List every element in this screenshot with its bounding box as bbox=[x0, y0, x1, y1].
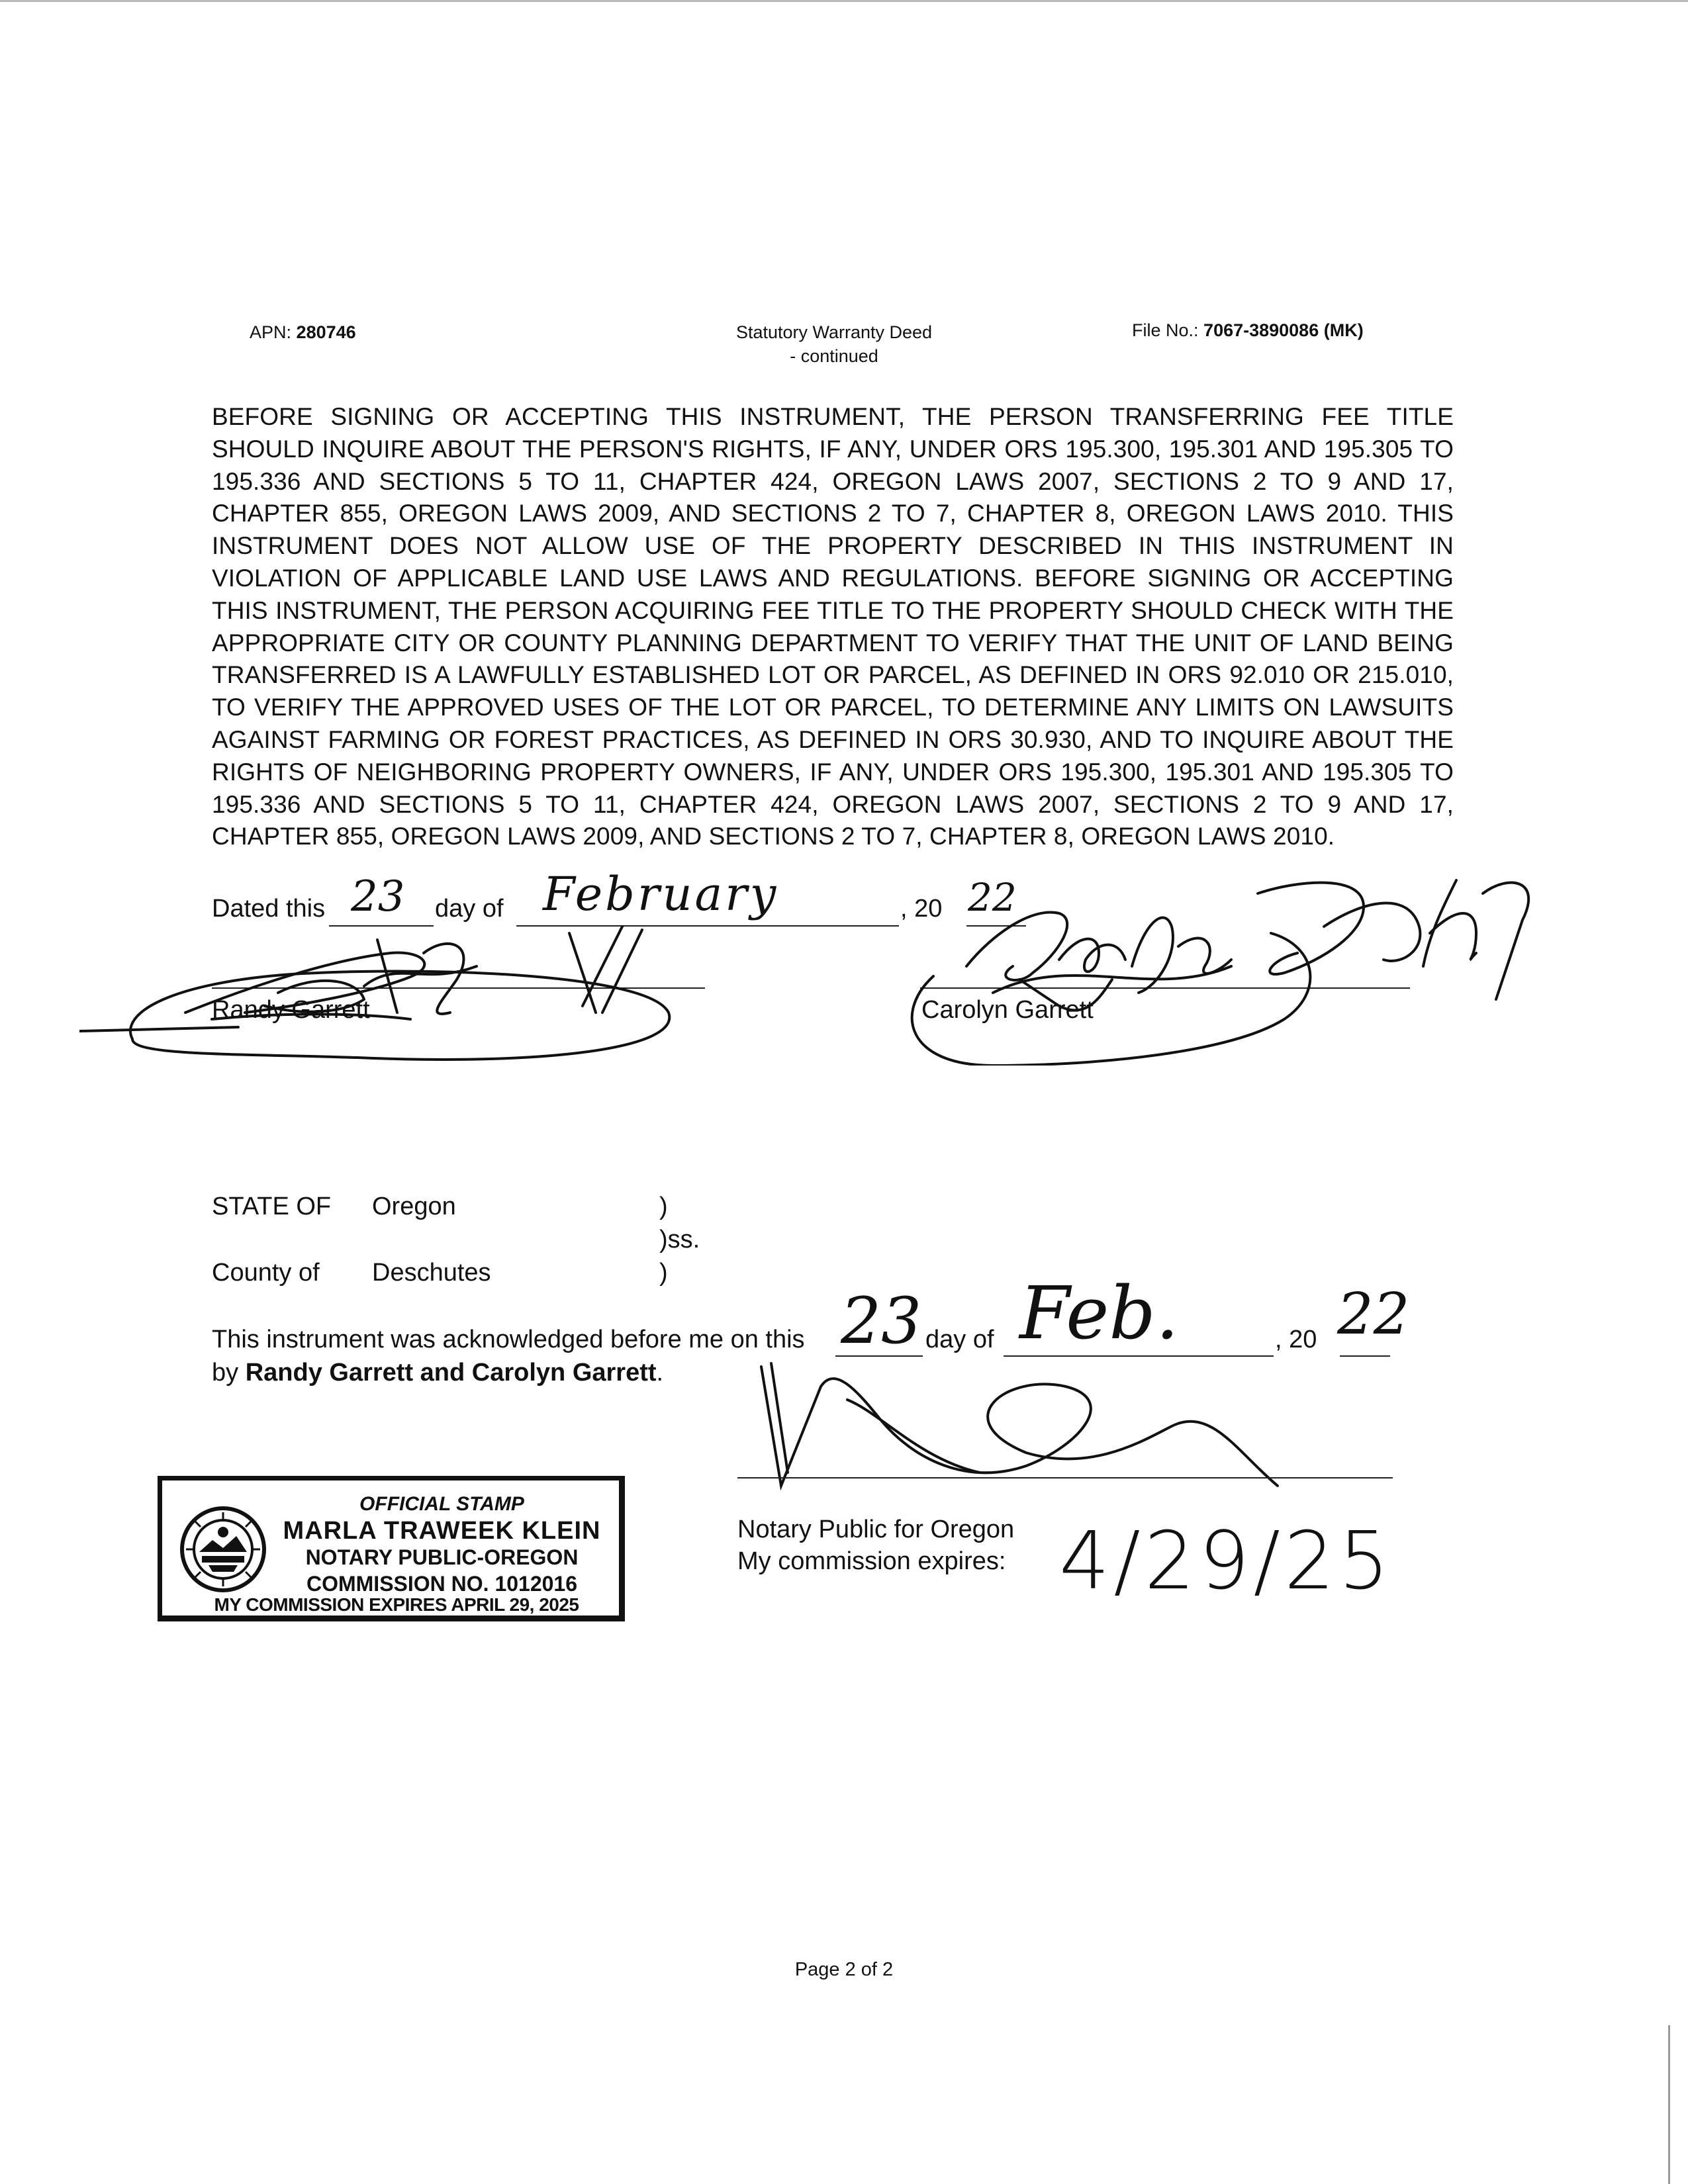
apn-value: 280746 bbox=[296, 322, 356, 342]
dated-mid: day of bbox=[435, 895, 504, 923]
dated-day-handwritten: 23 bbox=[351, 872, 405, 921]
ack-day-handwritten: 23 bbox=[841, 1284, 922, 1358]
ack-month-handwritten: Feb. bbox=[1019, 1271, 1179, 1355]
notary-expires-label: My commission expires: bbox=[737, 1547, 1006, 1575]
oregon-state-seal-icon bbox=[179, 1506, 267, 1593]
signature-carolyn-garrett bbox=[861, 867, 1562, 1066]
dated-year-prefix: , 20 bbox=[900, 895, 943, 923]
page-number: Page 2 of 2 bbox=[794, 1959, 894, 1980]
file-label: File No.: bbox=[1132, 320, 1199, 340]
ack-by-suffix: . bbox=[656, 1359, 664, 1387]
ack-by-line bbox=[212, 1359, 663, 1387]
dated-month-handwritten: February bbox=[543, 867, 779, 921]
stamp-line-1: OFFICIAL STAMP bbox=[359, 1493, 524, 1515]
scan-top-edge bbox=[0, 0, 1688, 2]
file-value: 7067-3890086 (MK) bbox=[1203, 320, 1364, 340]
apn bbox=[250, 322, 356, 343]
signer-right-name: Carolyn Garrett bbox=[921, 996, 1094, 1024]
stamp-line-5: MY COMMISSION EXPIRES APRIL 29, 2025 bbox=[214, 1594, 579, 1615]
doc-title: Statutory Warranty Deed bbox=[735, 322, 933, 342]
ack-by-names: Randy Garrett and Carolyn Garrett bbox=[245, 1359, 657, 1387]
ack-by-label: by bbox=[212, 1359, 239, 1387]
notary-signature bbox=[748, 1360, 1317, 1492]
notary-signature-line bbox=[737, 1477, 1393, 1479]
venue-ss: )ss. bbox=[659, 1226, 700, 1253]
signer-left-name: Randy Garrett bbox=[212, 996, 370, 1024]
county-label: County of bbox=[212, 1259, 320, 1287]
venue-paren-bottom: ) bbox=[659, 1259, 668, 1287]
county-value: Deschutes bbox=[372, 1259, 491, 1287]
ack-year-line bbox=[1340, 1355, 1390, 1357]
stamp-line-4: COMMISSION NO. 1012016 bbox=[306, 1572, 578, 1596]
ack-mid: day of bbox=[925, 1326, 994, 1353]
ack-prefix: This instrument was acknowledged before me on this bbox=[212, 1326, 805, 1353]
land-use-notice: BEFORE SIGNING OR ACCEPTING THIS INSTRUMENT, THE PERSON TRANSFERRING FEE TITLE SHOULD INQUIRE ABOUT THE PERSON'S RIGHTS, IF ANY, UNDER ORS 195.300, 195.301 AND 195.305 TO 195.336 AND SECTIONS 5 TO 11, CHAPTER 424, OREGON LAWS 2007, SECTIONS 2 TO 9 AND 17, CHAPTER 855, OREGON LAWS 2009, AND SECTIONS 2 TO 7, CHAPTER 8, OREGON LAWS 2010. THIS INSTRUMENT DOES NOT ALLOW USE OF THE PROPERTY DESCRIBED IN THIS INSTRUMENT IN VIOLATION OF APPLICABLE LAND USE LAWS AND REGULATIONS. BEFORE SIGNING OR ACCEPTING THIS INSTRUMENT, THE PERSON ACQUIRING FEE TITLE TO THE PROPERTY SHOULD CHECK WITH THE APPROPRIATE CITY OR COUNTY PLANNING DEPARTMENT TO VERIFY THAT THE UNIT OF LAND BEING TRANSFERRED IS A LAWFULLY ESTABLISHED LOT OR PARCEL, AS DEFINED IN ORS 92.010 OR 215.010, TO VERIFY THE APPROVED USES OF THE LOT OR PARCEL, TO DETERMINE ANY LIMITS ON LAWSUITS AGAINST FARMING OR FOREST PRACTICES, AS DEFINED IN ORS 30.930, AND TO INQUIRE ABOUT THE RIGHTS OF NEIGHBORING PROPERTY OWNERS, IF ANY, UNDER ORS 195.300, 195.301 AND 195.305 TO 195.336 AND SECTIONS 5 TO 11, CHAPTER 424, OREGON LAWS 2007, SECTIONS 2 TO 9 AND 17, CHAPTER 855, OREGON LAWS 2009, AND SECTIONS 2 TO 7, CHAPTER 8, OREGON LAWS 2010. bbox=[212, 403, 1454, 850]
notary-expires-handwritten: 4/29/25 bbox=[1059, 1516, 1393, 1608]
official-notary-stamp bbox=[158, 1476, 625, 1621]
dated-year-handwritten: 22 bbox=[968, 875, 1017, 920]
signature-randy-garrett bbox=[79, 913, 715, 1072]
notary-title: Notary Public for Oregon bbox=[737, 1516, 1015, 1543]
state-label: STATE OF bbox=[212, 1193, 332, 1220]
stamp-line-2: MARLA TRAWEEK KLEIN bbox=[283, 1517, 601, 1545]
doc-subtitle: - continued bbox=[790, 346, 878, 366]
ack-month-line bbox=[1004, 1355, 1274, 1357]
apn-label: APN: bbox=[250, 322, 292, 342]
stamp-line-3: NOTARY PUBLIC-OREGON bbox=[305, 1545, 579, 1569]
doc-title-block bbox=[675, 320, 993, 368]
file-number bbox=[1132, 320, 1364, 341]
dated-prefix: Dated this bbox=[212, 895, 326, 923]
ack-year-handwritten: 22 bbox=[1337, 1281, 1410, 1347]
scan-right-edge bbox=[1668, 2025, 1670, 2184]
venue-paren-top: ) bbox=[659, 1193, 668, 1220]
state-value: Oregon bbox=[372, 1193, 456, 1220]
ack-year-prefix: , 20 bbox=[1275, 1326, 1317, 1353]
